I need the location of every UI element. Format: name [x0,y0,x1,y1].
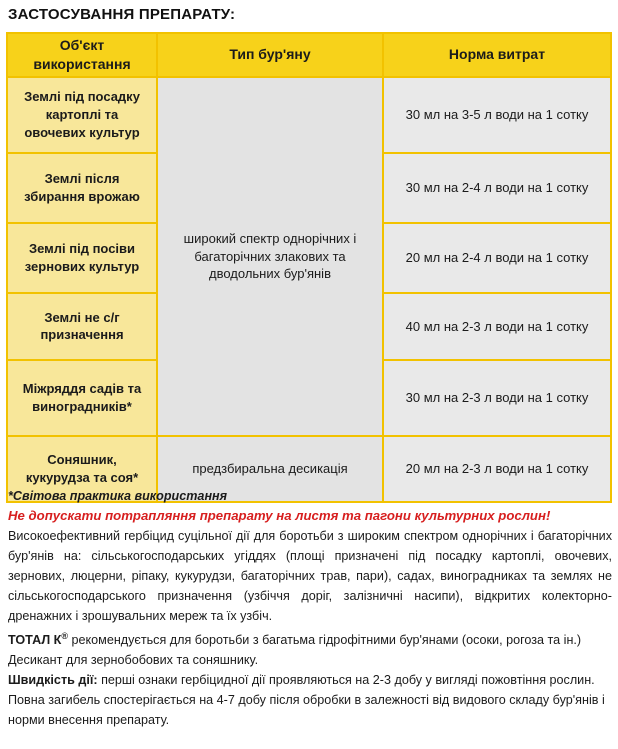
description-text: Високоефективний гербіцид суцільної дії для боротьби з широким спектром однорічних і багаторічних бур'янів на: сільськогосподарських угіддях (площі призначені під посадку картоплі, овочевих, зернових, люцерни, ріпаку, кукурудзи, багаторічних трав, пари), садах, виноградниках та землях не сільськогосподарського призначення (узбіччя доріг, залізничні насипи), відкритих колекторно-дренажних і зрошувальних мереж та їх узбіч. [8,529,612,623]
rate-cell: 20 мл на 2-4 л води на 1 сотку [383,223,611,293]
final-note: Повна загибель спостерігається на 4-7 добу після обробки в залежності від видового складу бур'янів і норми внесення препарату. [8,693,605,728]
section-title: ЗАСТОСУВАННЯ ПРЕПАРАТУ: [8,6,236,23]
description-block [8,486,612,730]
object-cell: Землі під посіви зернових культур [7,223,157,293]
object-cell: Міжряддя садів та виноградників* [7,360,157,436]
header-weed-type: Тип бур'яну [157,33,383,77]
total-k-paragraph [8,626,612,650]
registered-mark: ® [61,631,68,641]
weed-type-cell-main: широкий спектр однорічних і багаторічних злакових та дводольних бур'янів [157,77,383,436]
object-cell: Землі після збирання врожаю [7,153,157,223]
desiccant-text: Десикант для зернобобових та соняшнику. [8,653,259,668]
table-header-row [7,33,611,77]
rate-cell: 40 мл на 2-3 л води на 1 сотку [383,293,611,360]
speed-label: Швидкість дії: [8,673,98,688]
warning-text: Не допускати потрапляння препарату на листя та пагони культурних рослин! [8,508,551,523]
header-object: Об'єкт використання [7,33,157,77]
rate-cell: 30 мл на 2-3 л води на 1 сотку [383,360,611,436]
object-cell: Землі під посадку картоплі та овочевих культур [7,77,157,153]
rate-cell: 20 мл на 2-3 л води на 1 сотку [383,436,611,502]
rate-cell: 30 мл на 2-4 л води на 1 сотку [383,153,611,223]
weed-type-cell-desiccation: предзбиральна десикація [157,436,383,502]
speed-paragraph [8,670,612,690]
footnote: *Світова практика використання [8,489,228,503]
usage-table [6,32,612,503]
rate-cell: 30 мл на 3-5 л води на 1 сотку [383,77,611,153]
total-k-text: рекомендується для боротьби з багатьма гідрофітними бур'янами (осоки, рогоза та ін.) [68,633,582,648]
header-rate: Норма витрат [383,33,611,77]
object-cell: Соняшник, кукурудза та соя* [7,436,157,502]
object-cell: Землі не с/г призначення [7,293,157,360]
total-k-label: ТОТАЛ К [8,633,62,648]
speed-text: перші ознаки гербіцидної дії проявляються на 2-3 добу у вигляді пожовтіння рослин. [97,673,595,688]
table-row [7,77,611,153]
